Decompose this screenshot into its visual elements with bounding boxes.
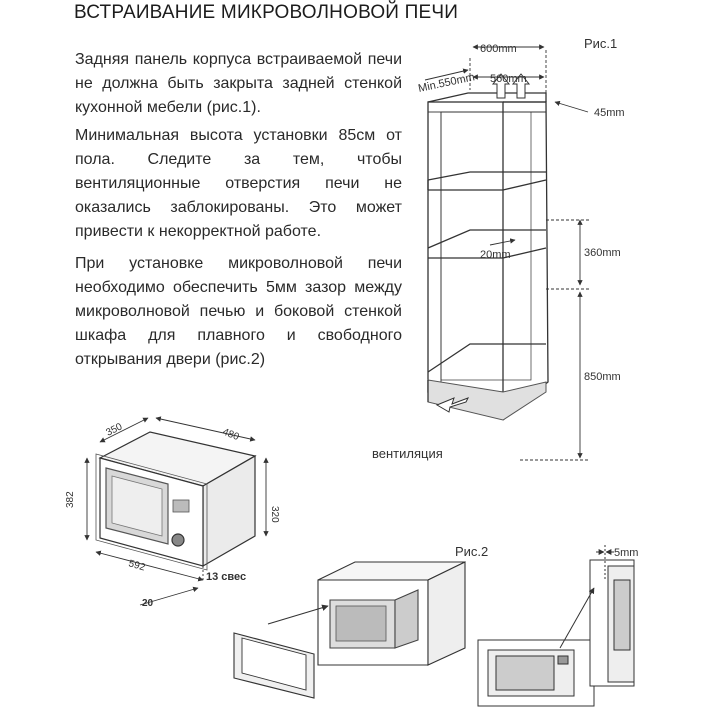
oven-dim-480: 480: [220, 426, 241, 444]
ventilation-label: вентиляция: [372, 446, 443, 461]
oven-dim-592: 592: [127, 558, 147, 574]
fig2-label: Рис.2: [455, 544, 489, 559]
dim-600: 600mm: [480, 43, 517, 55]
page-title: ВСТРАИВАНИЕ МИКРОВОЛНОВОЙ ПЕЧИ: [74, 2, 459, 23]
paragraph-side-gap: При установке микроволновой печи необходимо обеспечить 5мм зазор между микроволновой печью и боковой стенкой шкафа для плавного и свободного открывания двери (рис.2): [75, 255, 402, 368]
oven-dim-20: 20: [142, 598, 154, 609]
dim-45: 45mm: [594, 107, 625, 119]
dim-360: 360mm: [584, 247, 621, 259]
oven-dim-350: 350: [104, 421, 125, 439]
dim-20: 20mm: [480, 249, 511, 261]
dim-min550: Min.550mm: [417, 71, 476, 95]
oven-diagram: [96, 432, 255, 570]
oven-dim-13: 13 свес: [206, 571, 247, 583]
paragraph-rear-panel: Задняя панель корпуса встраиваемой печи не должна быть закрыта задней стенкой кухонной мебели (рис.1).: [75, 51, 402, 116]
fig2-gap-5mm: 5mm: [614, 547, 639, 559]
oven-dim-320: 320: [269, 506, 280, 523]
fig1-label: Рис.1: [584, 36, 618, 51]
dim-850: 850mm: [584, 371, 621, 383]
oven-dim-382: 382: [65, 491, 76, 508]
fig2-cabinet: [234, 562, 465, 698]
dim-560: 560mm: [490, 73, 527, 85]
fig2-detail: [478, 545, 634, 706]
paragraph-min-height: Минимальная высота установки 85см от пола. Следите за тем, чтобы вентиляционные отверстия печи не оказались заблокированы. Это может привести к некорректной работе.: [75, 127, 402, 240]
